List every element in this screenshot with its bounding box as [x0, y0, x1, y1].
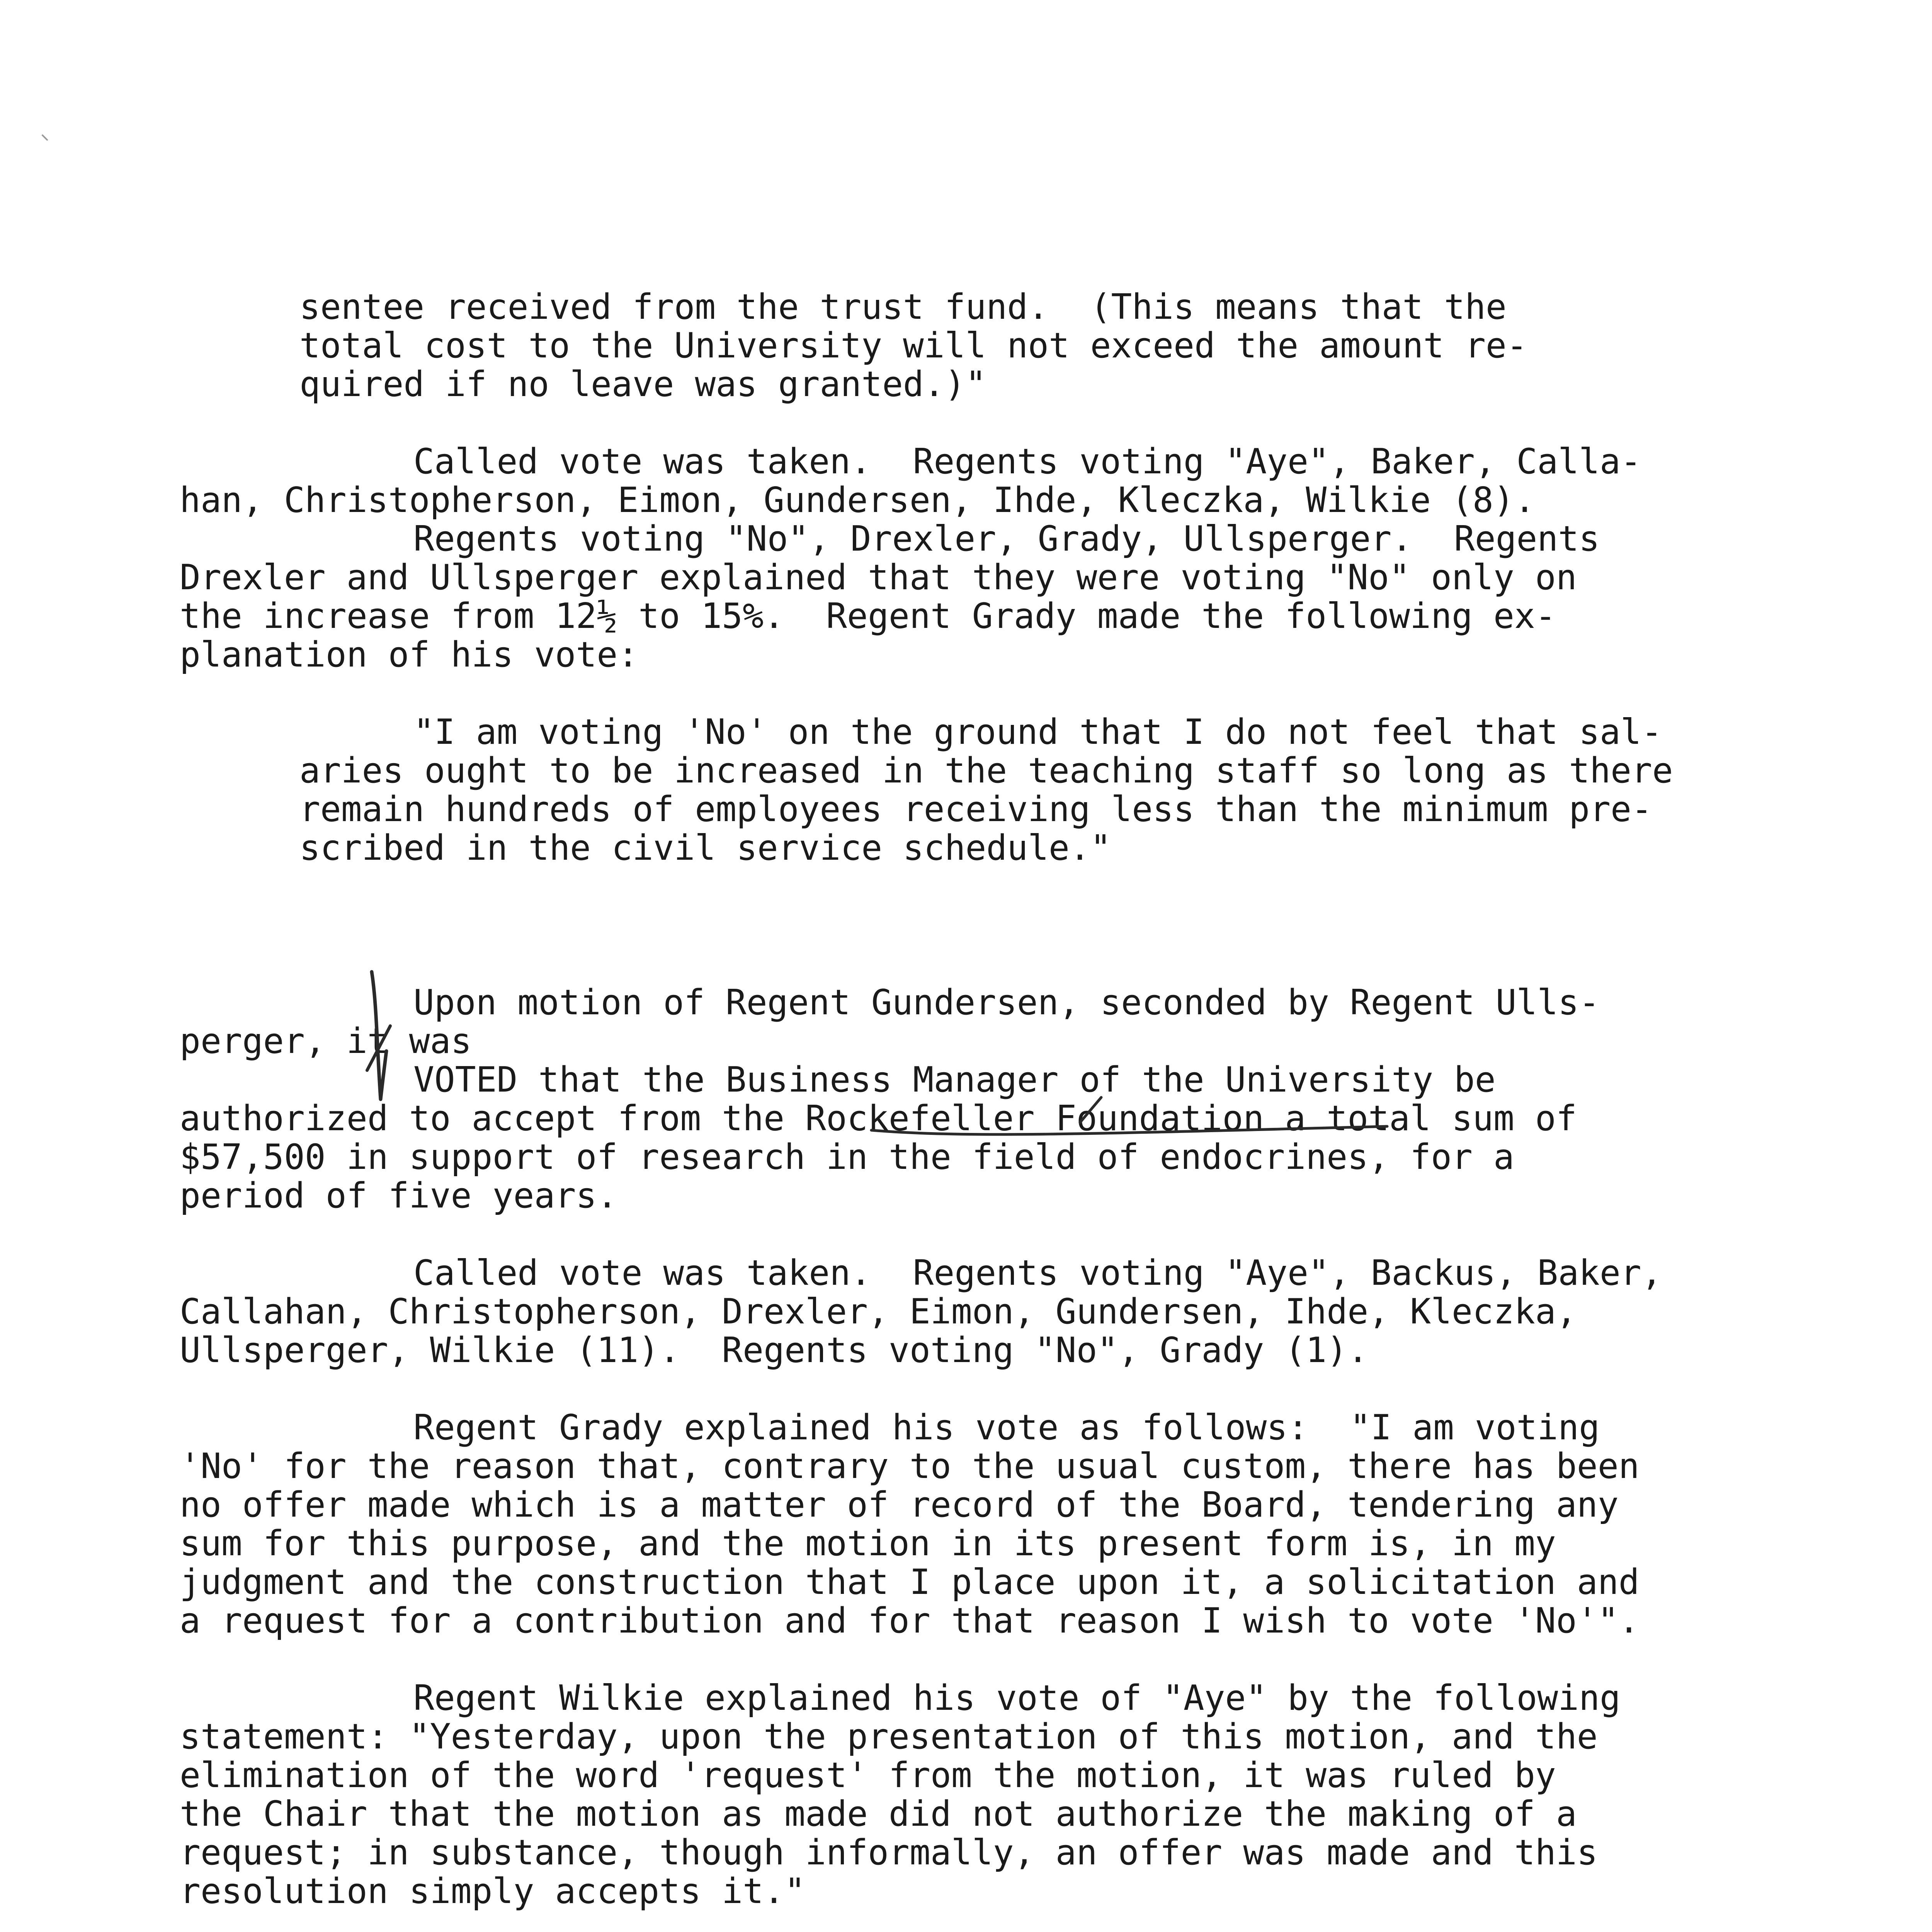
text-line: request; in substance, though informally, an offer was made and this	[180, 1832, 1598, 1873]
text-line: Called vote was taken. Regents voting "Aye", Baker, Calla-	[413, 441, 1641, 482]
text-line: Regent Wilkie explained his vote of "Aye" by the following	[413, 1678, 1621, 1718]
text-line: elimination of the word 'request' from the motion, it was ruled by	[180, 1755, 1556, 1796]
quote-line: scribed in the civil service schedule."	[299, 828, 1111, 868]
text-line: judgment and the construction that I place upon it, a solicitation and	[180, 1562, 1639, 1602]
quote-line: aries ought to be increased in the teaching staff so long as there	[299, 750, 1673, 791]
text-line: period of five years.	[180, 1175, 618, 1216]
text-line: statement: "Yesterday, upon the presentation of this motion, and the	[180, 1716, 1598, 1757]
text-line: sentee received from the trust fund. (This means that the	[299, 287, 1507, 327]
text-line: han, Christopherson, Eimon, Gundersen, Ihde, Kleczka, Wilkie (8).	[180, 480, 1535, 520]
text-line: resolution simply accepts it."	[180, 1871, 806, 1912]
quote-line: "I am voting 'No' on the ground that I do not feel that sal-	[413, 712, 1662, 752]
text-line: $57,500 in support of research in the field of endocrines, for a	[180, 1137, 1514, 1177]
text-line: quired if no leave was granted.)"	[299, 364, 986, 405]
text-line: sum for this purpose, and the motion in its present form is, in my	[180, 1523, 1556, 1564]
text-line: perger, it was	[180, 1021, 472, 1061]
text-line: Called vote was taken. Regents voting "Aye", Backus, Baker,	[413, 1253, 1662, 1293]
quote-line: remain hundreds of employees receiving less than the minimum pre-	[299, 789, 1652, 830]
text-line: total cost to the University will not exceed the amount re-	[299, 325, 1527, 366]
text-line: Regents voting "No", Drexler, Grady, Ullsperger. Regents	[413, 519, 1600, 559]
text-line: Upon motion of Regent Gundersen, seconded by Regent Ulls-	[413, 982, 1600, 1023]
text-line: the Chair that the motion as made did not authorize the making of a	[180, 1794, 1577, 1834]
text-line: planation of his vote:	[180, 634, 639, 675]
text-line: the increase from 12½ to 15%. Regent Grady made the following ex-	[180, 596, 1556, 636]
text-line: a request for a contribution and for that reason I wish to vote 'No'".	[180, 1600, 1639, 1641]
text-line: authorized to accept from the Rockefeller Foundation a total sum of	[180, 1098, 1577, 1139]
text-line: Drexler and Ullsperger explained that they were voting "No" only on	[180, 557, 1577, 598]
text-line: Regent Grady explained his vote as follows: "I am voting	[413, 1407, 1600, 1448]
text-line: no offer made which is a matter of record of the Board, tendering any	[180, 1485, 1619, 1525]
stray-mark-icon	[43, 135, 47, 140]
text-line: Ullsperger, Wilkie (11). Regents voting "No", Grady (1).	[180, 1330, 1369, 1371]
text-line: 'No' for the reason that, contrary to the usual custom, there has been	[180, 1446, 1639, 1486]
text-line: Callahan, Christopherson, Drexler, Eimon, Gundersen, Ihde, Kleczka,	[180, 1291, 1577, 1332]
text-line: VOTED that the Business Manager of the University be	[413, 1060, 1496, 1100]
